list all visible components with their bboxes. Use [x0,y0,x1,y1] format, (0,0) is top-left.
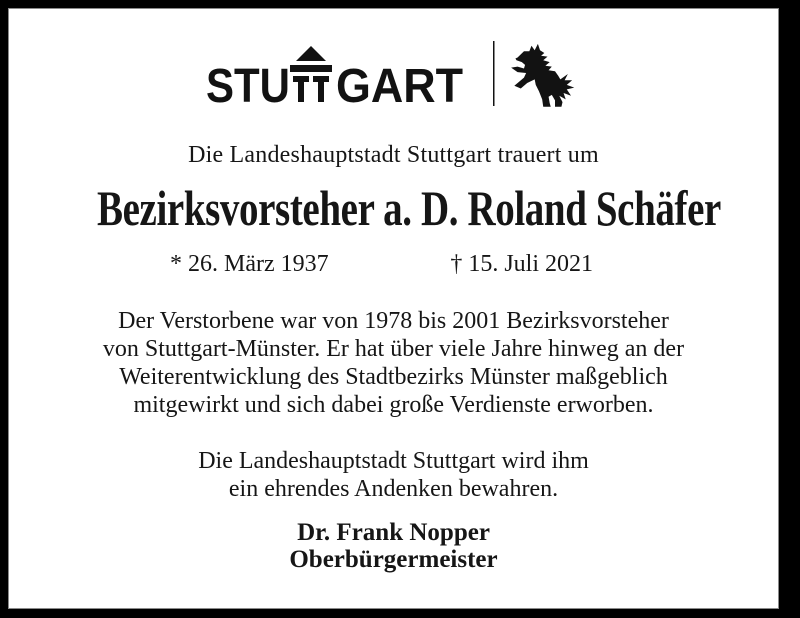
signature-block [9,519,778,573]
wordmark-gart: GART [336,60,463,107]
signature-title: Oberbürgermeister [289,546,498,573]
body-line-4: mitgewirkt und sich dabei große Verdienste erworben. [133,392,654,418]
obituary-body [9,307,778,419]
temple-pediment-icon [290,46,332,102]
body-line-3: Weiterentwicklung des Stadtbezirks Münster maßgeblich [119,364,668,390]
body-line-2: von Stuttgart-Münster. Er hat über viele Jahre hinweg an der [102,336,685,362]
obituary-notice [8,8,779,609]
birth-date: * 26. März 1937 [170,251,329,277]
logo-divider [493,41,495,106]
stuttgart-logo [9,41,778,107]
farewell-text [9,447,778,503]
life-dates-row [9,251,778,277]
intro-line: Die Landeshauptstadt Stuttgart trauert um [188,142,599,168]
farewell-line-1: Die Landeshauptstadt Stuttgart wird ihm [198,448,589,474]
deceased-name: Bezirksvorsteher a. D. Roland Schäfer [96,180,721,236]
signature-name: Dr. Frank Nopper [297,519,490,546]
wordmark-stu: STU [206,60,290,107]
body-line-1: Der Verstorbene war von 1978 bis 2001 Bezirksvorsteher [118,308,669,334]
deceased-name-heading [9,180,778,236]
stuttgart-wordmark-and-crest [206,41,581,107]
farewell-line-2: ein ehrendes Andenken bewahren. [228,476,559,502]
death-date: † 15. Juli 2021 [450,251,593,277]
horse-icon [511,44,574,107]
